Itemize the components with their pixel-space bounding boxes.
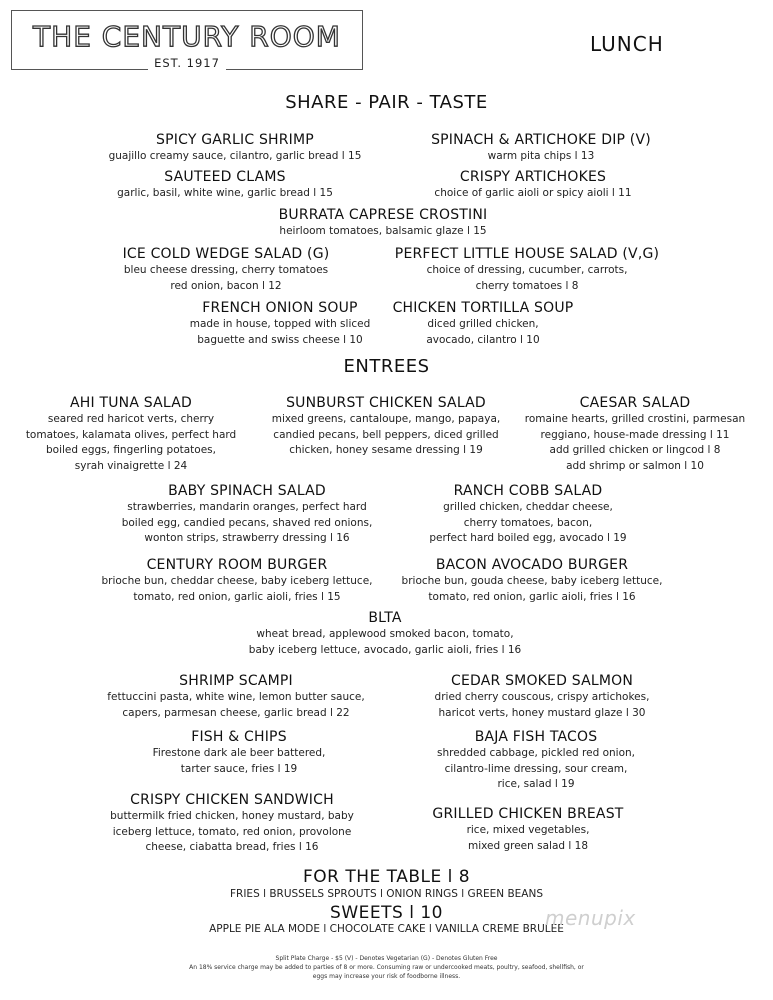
- menu-item-name: SHRIMP SCAMPI: [179, 673, 293, 689]
- menu-item-description: cheese, ciabatta bread, fries l 16: [145, 841, 319, 853]
- menu-item-description: shredded cabbage, pickled red onion,: [436, 747, 635, 759]
- menu-item-description: romaine hearts, grilled crostini, parmesan: [524, 413, 746, 425]
- menu-item-description: seared red haricot verts, cherry: [47, 413, 215, 425]
- menupix-watermark: menupix: [545, 906, 636, 930]
- menu-item-name: BURRATA CAPRESE CROSTINI: [278, 207, 488, 223]
- menu-item: [193, 207, 573, 240]
- menu-item-description: add shrimp or salmon l 10: [566, 459, 704, 472]
- table-section-title: FOR THE TABLE l 8: [302, 867, 471, 887]
- menu-item-description: guajillo creamy sauce, cilantro, garlic bread l 15: [108, 150, 362, 162]
- menu-item-name: SPICY GARLIC SHRIMP: [156, 132, 314, 148]
- menu-item: [346, 729, 726, 793]
- menu-item-name: CEDAR SMOKED SALMON: [450, 673, 634, 689]
- menu-item-description: haricot verts, honey mustard glaze l 30: [438, 706, 646, 719]
- menu-item: [351, 132, 731, 165]
- menu-item-description: garlic, basil, white wine, garlic bread l 15: [117, 187, 333, 199]
- menu-item-description: dried cherry couscous, crispy artichokes,: [434, 691, 650, 703]
- menu-item-description: add grilled chicken or lingcod l 8: [549, 444, 721, 456]
- menu-item-description: cherry tomatoes, bacon,: [463, 516, 593, 529]
- menu-item-description: warm pita chips l 13: [487, 150, 595, 162]
- menu-item-description: boiled eggs, fingerling potatoes,: [46, 444, 216, 456]
- menu-item-description: tomato, red onion, garlic aioli, fries l 15: [133, 590, 341, 603]
- menu-item-name: ICE COLD WEDGE SALAD (G): [122, 246, 330, 262]
- menu-item: [293, 300, 673, 348]
- menu-label: LUNCH: [590, 32, 664, 56]
- menu-item-name: CRISPY ARTICHOKES: [459, 169, 607, 185]
- menu-item: [342, 557, 722, 605]
- menu-item-description: tarter sauce, fries l 19: [180, 762, 298, 775]
- menu-item-description: reggiano, house-made dressing l 11: [540, 428, 730, 441]
- menu-item-description: bleu cheese dressing, cherry tomatoes: [123, 264, 329, 276]
- menu-item-description: fettuccini pasta, white wine, lemon butter sauce,: [107, 691, 365, 703]
- footer-line: Split Plate Charge - $5 (V) - Denotes Vegetarian (G) - Denotes Gluten Free: [275, 955, 498, 962]
- table-items: FRIES l BRUSSELS SPROUTS l ONION RINGS l GREEN BEANS: [230, 888, 543, 900]
- menu-item-description: baguette and swiss cheese l 10: [197, 333, 363, 346]
- menu-item-name: CRISPY CHICKEN SANDWICH: [130, 792, 334, 808]
- entrees-section-title: ENTREES: [343, 356, 430, 377]
- menu-item: [445, 395, 773, 474]
- menu-item-description: rice, salad l 19: [497, 778, 575, 790]
- menu-item-description: cilantro-lime dressing, sour cream,: [444, 762, 628, 775]
- menu-item-description: wheat bread, applewood smoked bacon, tomato,: [256, 628, 514, 640]
- logo-established: [11, 56, 363, 70]
- menu-item-description: strawberries, mandarin oranges, perfect hard: [127, 501, 367, 513]
- menu-item-description: baby iceberg lettuce, avocado, garlic aioli, fries l 16: [248, 643, 522, 656]
- menu-item-description: tomato, red onion, garlic aioli, fries l 16: [428, 590, 636, 603]
- menu-item-description: brioche bun, cheddar cheese, baby iceberg lettuce,: [101, 575, 373, 587]
- menu-item-name: CAESAR SALAD: [579, 395, 691, 411]
- menu-item-description: chicken, honey sesame dressing l 19: [289, 444, 483, 456]
- footer-line: eggs may increase your risk of foodborne illness.: [312, 973, 461, 980]
- menu-item-description: choice of garlic aioli or spicy aioli l 11: [434, 187, 632, 199]
- logo-title: THE CENTURY ROOM: [33, 20, 341, 53]
- menu-item-description: Firestone dark ale beer battered,: [152, 747, 326, 759]
- menu-item-description: cherry tomatoes l 8: [475, 279, 579, 292]
- menu-item-name: RANCH COBB SALAD: [453, 483, 603, 499]
- sweets-section-title: SWEETS l 10: [330, 903, 443, 923]
- menu-item-name: SUNBURST CHICKEN SALAD: [286, 395, 486, 411]
- menu-item-description: perfect hard boiled egg, avocado l 19: [429, 532, 627, 544]
- menu-item-name: CENTURY ROOM BURGER: [146, 557, 328, 573]
- menu-item-description: tomatoes, kalamata olives, perfect hard: [25, 428, 237, 441]
- menu-item-description: red onion, bacon l 12: [170, 279, 282, 292]
- menu-item-name: BLTA: [368, 610, 402, 626]
- menu-item-name: CHICKEN TORTILLA SOUP: [392, 300, 574, 316]
- menu-item: [343, 169, 723, 202]
- menu-item-name: BACON AVOCADO BURGER: [435, 557, 629, 573]
- menu-item-description: mixed greens, cantaloupe, mango, papaya,: [271, 413, 501, 425]
- menu-item-name: BABY SPINACH SALAD: [168, 483, 326, 499]
- menu-item: [352, 673, 732, 721]
- menu-item-description: syrah vinaigrette l 24: [74, 459, 188, 472]
- footer-line: An 18% service charge may be added to parties of 8 or more. Consuming raw or undercooked meats, poultry, seafood, shellfish, or: [189, 964, 584, 971]
- menu-item-description: brioche bun, gouda cheese, baby iceberg lettuce,: [401, 575, 663, 587]
- menu-item-description: candied pecans, bell peppers, diced grilled: [273, 428, 499, 441]
- menu-item-name: SPINACH & ARTICHOKE DIP (V): [431, 132, 651, 148]
- menu-item-name: AHI TUNA SALAD: [70, 395, 192, 411]
- menu-item-name: BAJA FISH TACOS: [474, 729, 598, 745]
- menu-item-description: avocado, cilantro l 10: [426, 333, 540, 346]
- menu-item-description: iceberg lettuce, tomato, red onion, provolone: [112, 825, 352, 838]
- menu-item-description: capers, parmesan cheese, garlic bread l 22: [122, 706, 350, 719]
- footer-notes: [0, 954, 773, 981]
- menu-item-description: heirloom tomatoes, balsamic glaze l 15: [279, 225, 487, 237]
- menu-item-name: PERFECT LITTLE HOUSE SALAD (V,G): [394, 246, 660, 262]
- share-section-title: SHARE - PAIR - TASTE: [285, 92, 488, 113]
- menu-item-description: made in house, topped with sliced: [189, 318, 371, 330]
- menu-item-description: mixed green salad l 18: [467, 839, 589, 852]
- menu-item: [338, 806, 718, 854]
- menu-item-name: SAUTEED CLAMS: [164, 169, 286, 185]
- menu-item-name: GRILLED CHICKEN BREAST: [432, 806, 624, 822]
- menu-item-description: choice of dressing, cucumber, carrots,: [426, 264, 628, 276]
- sweets-items: APPLE PIE ALA MODE l CHOCOLATE CAKE l VANILLA CREME BRULEE: [209, 923, 564, 935]
- menu-item-description: diced grilled chicken,: [427, 318, 539, 330]
- menu-item-description: rice, mixed vegetables,: [466, 824, 590, 836]
- menu-item-description: boiled egg, candied pecans, shaved red onions,: [121, 516, 373, 529]
- menu-item-description: grilled chicken, cheddar cheese,: [443, 501, 613, 513]
- menu-item-name: FISH & CHIPS: [191, 729, 287, 745]
- menu-item-name: FRENCH ONION SOUP: [202, 300, 358, 316]
- menu-item-description: buttermilk fried chicken, honey mustard, baby: [110, 810, 354, 822]
- menu-item: [338, 483, 718, 547]
- menu-item: [195, 610, 575, 658]
- menu-item-description: wonton strips, strawberry dressing l 16: [144, 532, 350, 544]
- logo-est-text: EST. 1917: [148, 56, 226, 70]
- menu-item: [337, 246, 717, 294]
